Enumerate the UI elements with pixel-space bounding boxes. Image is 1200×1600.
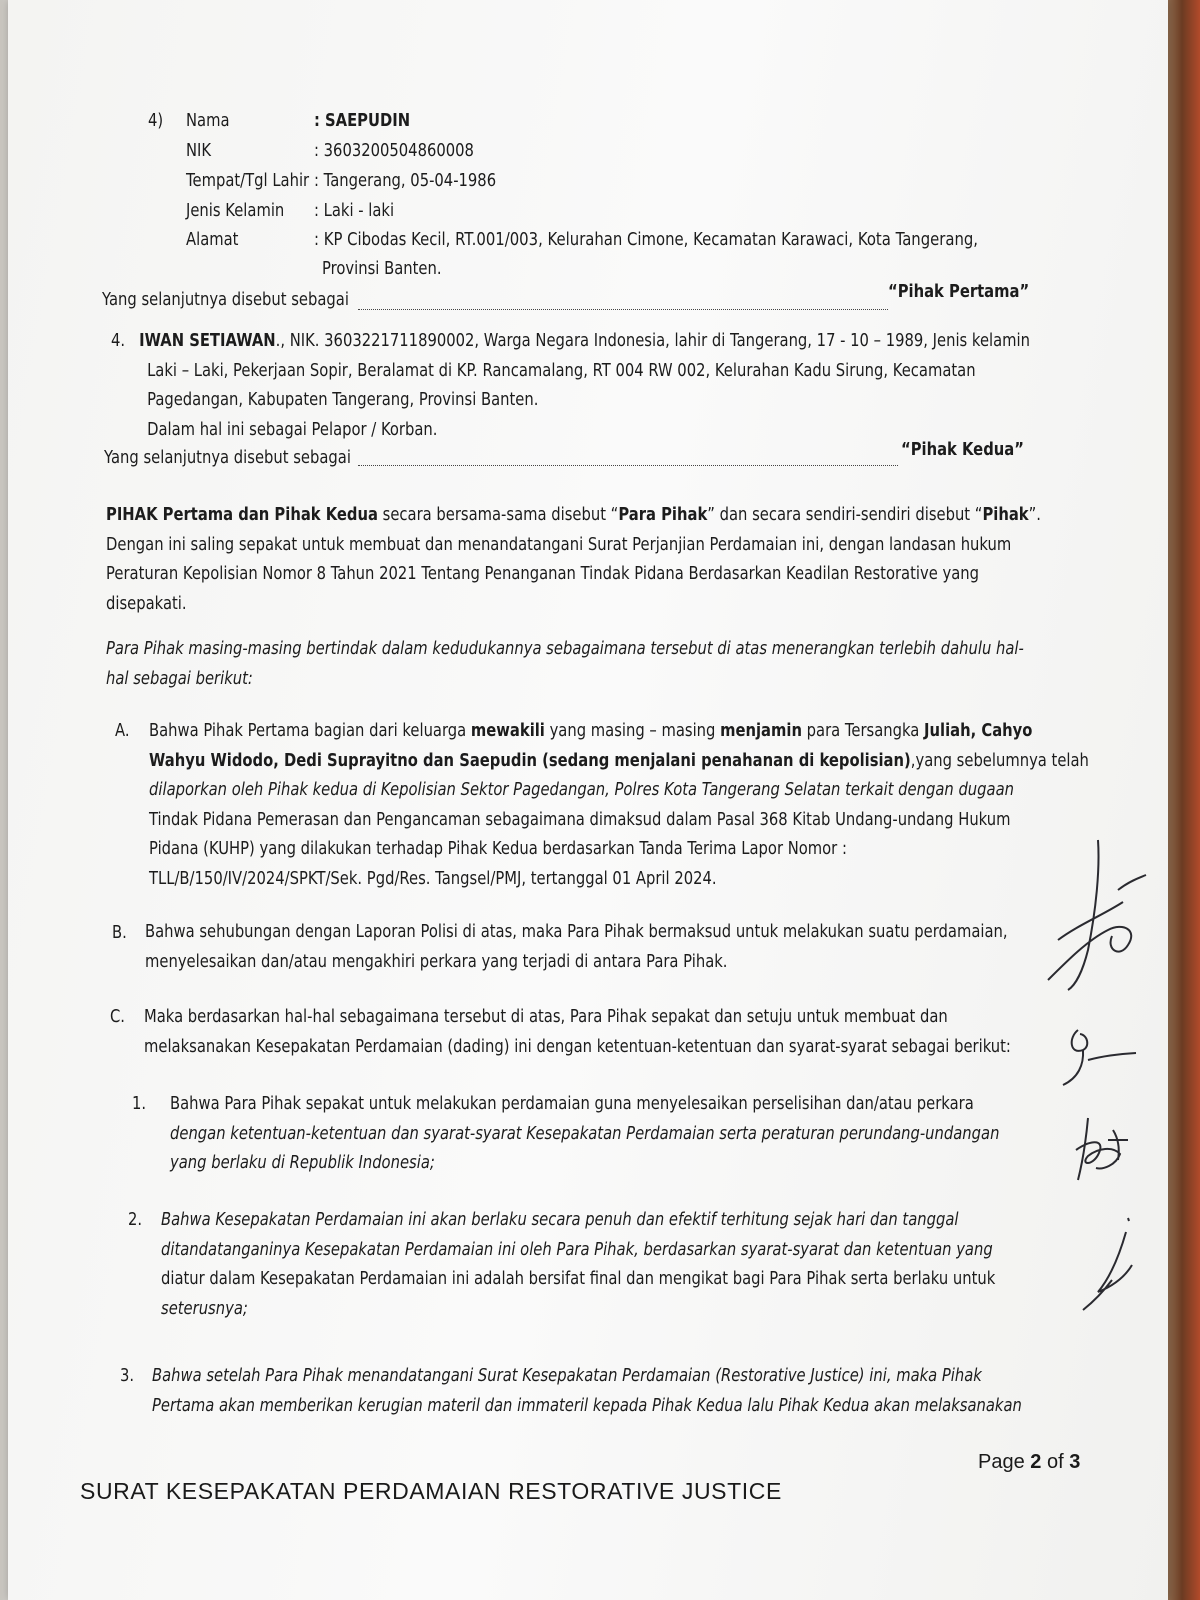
sub1-line1: Bahwa Para Pihak sepakat untuk melakukan perdamaian guna menyelesaikan perselisihan dan/atau perkara — [170, 1093, 974, 1114]
sub1-paragraph — [170, 1089, 999, 1178]
para-pihak-line1: Para Pihak masing-masing bertindak dalam kedudukannya sebagaimana tersebut di atas menerangkan terlebih dahulu hal- — [106, 638, 1024, 659]
intro-line2: Dengan ini saling sepakat untuk membuat dan menandatangani Surat Perjanjian Perdamaian ini, dengan landasan hukum — [106, 533, 1012, 555]
sub2-line2: ditandatanganinya Kesepakatan Perdamaian ini oleh Para Pihak, berdasarkan syarat-syarat dan ketentuan yang — [161, 1238, 993, 1260]
item-a-paragraph — [149, 716, 1089, 893]
page-prefix: Page — [978, 1451, 1031, 1473]
party-number: 4) — [148, 110, 164, 131]
page-mid: of — [1041, 1451, 1070, 1473]
dotted-leader-2 — [358, 465, 898, 466]
item-b-label: B. — [112, 922, 127, 943]
item-c-paragraph — [144, 1002, 1011, 1061]
item-c-line2: melaksanakan Kesepakatan Perdamaian (dading) ini dengan ketentuan-ketentuan dan syarat-syarat sebagai berikut: — [144, 1035, 1011, 1057]
sub1-line3: yang berlaku di Republik Indonesia; — [170, 1152, 435, 1173]
party-second-number: 4. — [111, 330, 126, 351]
label-alamat: Alamat — [186, 229, 239, 250]
label-nik: NIK — [186, 140, 212, 161]
sub1-line2: dengan ketentuan-ketentuan dan syarat-syarat Kesepakatan Perdamaian serta peraturan perundang-undangan — [170, 1122, 1000, 1144]
sub3-line1: Bahwa setelah Para Pihak menandatangani Surat Kesepakatan Perdamaian (Restorative Justice) ini, maka Pihak — [152, 1365, 982, 1386]
item-a-line6: TLL/B/150/IV/2024/SPKT/Sek. Pgd/Res. Tangsel/PMJ, tertanggal 01 April 2024. — [149, 867, 717, 889]
value-nik: : 3603200504860008 — [314, 140, 474, 161]
item-c-label: C. — [110, 1006, 126, 1027]
intro-text-3: ”. — [1028, 504, 1041, 525]
sub2-label: 2. — [128, 1209, 143, 1230]
item-a-bold: menjamin — [720, 720, 802, 741]
party-second-name: IWAN SETIAWAN — [139, 330, 276, 351]
intro-paragraph — [106, 500, 1041, 618]
document-page — [8, 0, 1168, 1600]
item-a-text: ,yang sebelumnya telah — [910, 749, 1089, 771]
item-a-suspects: Wahyu Widodo, Dedi Suprayitno dan Saepudin (sedang menjalani penahanan di kepolisian) — [149, 749, 911, 771]
sub1-label: 1. — [132, 1093, 147, 1114]
sub2-line4: seterusnya; — [161, 1297, 248, 1319]
sub2-line1: Bahwa Kesepakatan Perdamaian ini akan berlaku secara penuh dan efektif terhitung sejak hari dan tanggal — [161, 1209, 959, 1230]
item-b-line1: Bahwa sehubungan dengan Laporan Polisi di atas, maka Para Pihak bermaksud untuk melakukan suatu perdamaian, — [145, 921, 1008, 942]
signature-paraf-2 — [1048, 1020, 1148, 1100]
label-ttl: Tempat/Tgl Lahir — [186, 170, 310, 191]
dotted-leader — [358, 309, 888, 310]
sub2-line3: diatur dalam Kesepakatan Perdamaian ini adalah bersifat final dan mengikat bagi Para Pihak serta berlaku untuk — [161, 1268, 996, 1289]
party-second-line2: Laki – Laki, Pekerjaan Sopir, Beralamat di KP. Rancamalang, RT 004 RW 002, Kelurahan Kadu Sirung, Kecamatan — [147, 359, 976, 381]
designation-pihak-kedua: “Pihak Kedua” — [901, 439, 1024, 460]
value-alamat-line2: Provinsi Banten. — [322, 258, 442, 279]
item-a-line3: dilaporkan oleh Pihak kedua di Kepolisian Sektor Pagedangan, Polres Kota Tangerang Selatan terkait dengan dugaan — [149, 779, 1014, 800]
para-pihak-paragraph — [106, 634, 1024, 693]
signature-paraf-1 — [1028, 830, 1168, 1010]
party-second-line3: Pagedangan, Kabupaten Tangerang, Provinsi Banten. — [147, 389, 539, 410]
item-a-text: para Tersangka — [801, 720, 925, 741]
intro-text-1: secara bersama-sama disebut “ — [377, 504, 619, 525]
party-second-block — [111, 326, 1030, 444]
party-second-line4: Dalam hal ini sebagai Pelapor / Korban. — [147, 418, 438, 440]
signature-paraf-3 — [1058, 1110, 1148, 1190]
item-a-line5: Pidana (KUHP) yang dilakukan terhadap Pihak Kedua berdasarkan Tanda Terima Lapor Nomor : — [149, 838, 847, 859]
value-jenis-kelamin: : Laki - laki — [314, 200, 395, 221]
item-a-line4: Tindak Pidana Pemerasan dan Pengancaman sebagaimana dimaksud dalam Pasal 368 Kitab Undang-undang Hukum — [149, 808, 1011, 830]
value-ttl: : Tangerang, 05-04-1986 — [314, 170, 497, 191]
sub3-label: 3. — [120, 1365, 135, 1386]
item-c-line1: Maka berdasarkan hal-hal sebagaimana tersebut di atas, Para Pihak sepakat dan setuju untuk membuat dan — [144, 1006, 948, 1027]
item-a-label: A. — [115, 720, 130, 741]
designation-pihak-pertama: “Pihak Pertama” — [888, 281, 1030, 302]
signature-paraf-4 — [1068, 1210, 1148, 1320]
intro-line3: Peraturan Kepolisian Nomor 8 Tahun 2021 Tentang Penanganan Tindak Pidana Berdasarkan Keadilan Restorative yang — [106, 563, 979, 584]
page-number — [978, 1451, 1080, 1474]
item-b-paragraph — [145, 917, 1008, 976]
sub2-paragraph — [161, 1205, 995, 1323]
intro-bold-2: Para Pihak — [618, 504, 708, 525]
para-pihak-line2: hal sebagai berikut: — [106, 667, 253, 689]
label-nama: Nama — [186, 110, 230, 131]
designation-prefix: Yang selanjutnya disebut sebagai — [102, 289, 349, 310]
intro-line4: disepakati. — [106, 592, 187, 614]
intro-bold-1: PIHAK Pertama dan Pihak Kedua — [106, 504, 378, 525]
party-second-line1: ., NIK. 3603221711890002, Warga Negara Indonesia, lahir di Tangerang, 17 - 10 – 1989, Jenis kelamin — [275, 330, 1031, 351]
value-alamat-line1: : KP Cibodas Kecil, RT.001/003, Kelurahan Cimone, Kecamatan Karawaci, Kota Tangerang, — [314, 229, 979, 250]
sub3-paragraph — [152, 1361, 1022, 1420]
page-current: 2 — [1030, 1451, 1042, 1473]
item-a-text: Bahwa Pihak Pertama bagian dari keluarga — [149, 720, 471, 741]
item-a-bold: mewakili — [470, 720, 545, 741]
footer-document-title: SURAT KESEPAKATAN PERDAMAIAN RESTORATIVE JUSTICE — [80, 1478, 782, 1504]
designation-prefix-2: Yang selanjutnya disebut sebagai — [104, 447, 351, 468]
item-b-line2: menyelesaikan dan/atau mengakhiri perkara yang terjadi di antara Para Pihak. — [145, 950, 728, 972]
intro-bold-3: Pihak — [982, 504, 1029, 525]
page-total: 3 — [1069, 1451, 1081, 1473]
item-a-bold: Juliah, Cahyo — [924, 720, 1033, 741]
sub3-line2: Pertama akan memberikan kerugian materil dan immateril kepada Pihak Kedua lalu Pihak Kedua akan melaksanakan — [152, 1394, 1022, 1416]
intro-text-2: ” dan secara sendiri-sendiri disebut “ — [707, 504, 983, 525]
value-nama: : SAEPUDIN — [314, 110, 411, 131]
label-jenis-kelamin: Jenis Kelamin — [186, 200, 285, 221]
item-a-text: yang masing – masing — [544, 720, 721, 741]
